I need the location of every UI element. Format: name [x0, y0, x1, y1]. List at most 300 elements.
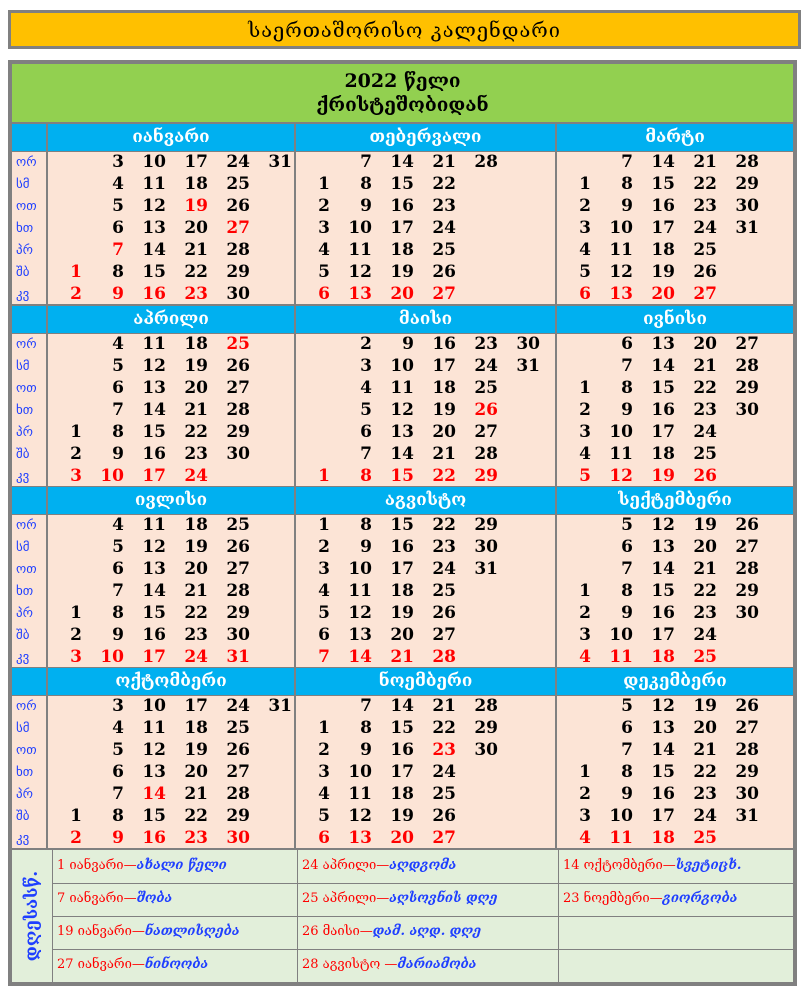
holiday-entry	[57, 891, 172, 907]
holiday-divider	[298, 949, 558, 950]
day-number: 19	[651, 466, 675, 486]
day-number: 9	[360, 740, 372, 760]
holiday-entry	[302, 957, 476, 973]
day-name-label: ორ	[16, 337, 37, 352]
day-number: 2	[360, 334, 372, 354]
day-number: 6	[579, 284, 591, 304]
day-number: 13	[390, 422, 414, 442]
quarter-row	[12, 668, 793, 848]
day-number: 24	[226, 696, 250, 716]
day-number: 22	[432, 174, 456, 194]
month-header: მაისი	[296, 306, 555, 333]
month-header: დეკემბერი	[557, 668, 793, 695]
day-number: 14	[348, 647, 372, 667]
day-number: 25	[693, 828, 717, 848]
holiday-date: 19 იანვარი—	[57, 924, 145, 939]
month-body	[48, 515, 294, 667]
holiday-column-divider	[558, 850, 559, 982]
day-number: 5	[621, 696, 633, 716]
day-number: 22	[693, 762, 717, 782]
day-number: 27	[474, 422, 498, 442]
day-name-label: სმ	[16, 359, 30, 374]
day-number: 20	[184, 559, 208, 579]
day-number: 27	[226, 559, 250, 579]
day-number: 24	[432, 559, 456, 579]
day-number: 25	[226, 515, 250, 535]
day-number: 31	[268, 152, 292, 172]
day-number: 17	[651, 806, 675, 826]
day-number: 10	[348, 762, 372, 782]
day-number: 25	[432, 581, 456, 601]
holiday-divider	[53, 949, 297, 950]
day-name-label: სმ	[16, 721, 30, 736]
holiday-date: 26 მაისი—	[302, 924, 373, 939]
day-number: 26	[226, 356, 250, 376]
day-name-column	[12, 696, 46, 848]
day-number: 3	[318, 559, 330, 579]
holiday-date: 7 იანვარი—	[57, 891, 137, 906]
day-number: 27	[432, 828, 456, 848]
day-number: 15	[390, 718, 414, 738]
month-header: ივლისი	[48, 487, 294, 514]
day-number: 5	[579, 466, 591, 486]
day-number: 17	[142, 647, 166, 667]
day-number: 28	[735, 740, 759, 760]
day-number: 14	[651, 152, 675, 172]
day-number: 15	[142, 806, 166, 826]
day-name-label: შბ	[16, 265, 30, 280]
holiday-date: 23 ნოემბერი—	[563, 891, 663, 906]
day-number: 2	[579, 603, 591, 623]
month-body	[296, 696, 555, 848]
day-number: 27	[432, 284, 456, 304]
day-number: 13	[651, 537, 675, 557]
day-number: 31	[735, 806, 759, 826]
day-number: 26	[474, 400, 498, 420]
month-body	[48, 152, 294, 304]
holiday-date: 28 აგვისტო —	[302, 957, 398, 972]
day-number: 2	[579, 784, 591, 804]
day-number: 24	[432, 762, 456, 782]
day-number: 4	[112, 718, 124, 738]
day-number: 11	[142, 334, 166, 354]
day-number: 16	[651, 400, 675, 420]
corner-cell	[12, 124, 46, 151]
day-number: 14	[390, 696, 414, 716]
day-number: 6	[112, 559, 124, 579]
day-number: 2	[579, 196, 591, 216]
day-number: 31	[474, 559, 498, 579]
day-name-label: შბ	[16, 809, 30, 824]
day-number: 28	[735, 559, 759, 579]
day-number: 2	[318, 537, 330, 557]
month-body	[557, 152, 793, 304]
day-number: 12	[651, 515, 675, 535]
day-number: 9	[112, 625, 124, 645]
day-number: 1	[70, 603, 82, 623]
day-name-label: ოთ	[16, 199, 37, 214]
holiday-divider	[559, 883, 793, 884]
day-number: 29	[226, 806, 250, 826]
day-number: 20	[184, 762, 208, 782]
holiday-column-divider	[297, 850, 298, 982]
day-number: 5	[360, 400, 372, 420]
holiday-divider	[53, 916, 297, 917]
day-number: 22	[693, 174, 717, 194]
day-number: 28	[474, 444, 498, 464]
day-name-column	[12, 152, 46, 304]
month-header: იანვარი	[48, 124, 294, 151]
day-number: 11	[142, 174, 166, 194]
day-number: 15	[390, 515, 414, 535]
day-name-label: ხთ	[16, 584, 34, 599]
day-number: 2	[318, 740, 330, 760]
day-number: 30	[735, 196, 759, 216]
day-number: 20	[390, 625, 414, 645]
day-number: 18	[184, 515, 208, 535]
day-number: 8	[112, 262, 124, 282]
day-number: 24	[184, 647, 208, 667]
day-name-label: კვ	[16, 831, 30, 846]
day-number: 24	[693, 806, 717, 826]
day-number: 30	[735, 784, 759, 804]
day-number: 28	[735, 152, 759, 172]
day-number: 16	[390, 196, 414, 216]
day-number: 26	[432, 262, 456, 282]
era-line: ქრისტეშობიდან	[316, 94, 489, 116]
day-number: 25	[432, 784, 456, 804]
day-number: 30	[226, 284, 250, 304]
day-number: 30	[735, 603, 759, 623]
day-number: 6	[112, 218, 124, 238]
month-body	[48, 334, 294, 486]
holiday-entry	[57, 924, 240, 940]
day-number: 17	[184, 152, 208, 172]
day-name-label: სმ	[16, 177, 30, 192]
day-number: 17	[390, 762, 414, 782]
day-number: 12	[651, 696, 675, 716]
holidays-title-cell	[12, 850, 53, 982]
day-number: 2	[70, 284, 82, 304]
day-number: 22	[432, 718, 456, 738]
day-name-label: კვ	[16, 469, 30, 484]
day-name-label: პრ	[16, 606, 33, 621]
day-number: 8	[112, 422, 124, 442]
day-number: 19	[184, 537, 208, 557]
day-number: 8	[360, 718, 372, 738]
day-number: 30	[516, 334, 540, 354]
day-number: 29	[226, 422, 250, 442]
day-number: 16	[651, 603, 675, 623]
holiday-divider	[559, 949, 793, 950]
day-number: 3	[112, 152, 124, 172]
day-number: 2	[318, 196, 330, 216]
day-number: 12	[609, 466, 633, 486]
day-number: 23	[184, 625, 208, 645]
day-number: 26	[432, 603, 456, 623]
day-number: 27	[432, 625, 456, 645]
day-number: 18	[651, 240, 675, 260]
day-number: 10	[348, 218, 372, 238]
day-number: 31	[516, 356, 540, 376]
day-number: 1	[318, 515, 330, 535]
day-number: 22	[693, 581, 717, 601]
day-number: 12	[390, 400, 414, 420]
day-number: 14	[651, 356, 675, 376]
day-number: 19	[390, 262, 414, 282]
day-number: 26	[693, 262, 717, 282]
day-number: 5	[112, 740, 124, 760]
day-number: 22	[184, 422, 208, 442]
day-name-label: ოთ	[16, 743, 37, 758]
day-number: 28	[226, 240, 250, 260]
corner-cell	[12, 306, 46, 333]
day-number: 11	[348, 581, 372, 601]
day-number: 25	[693, 647, 717, 667]
day-number: 20	[651, 284, 675, 304]
day-number: 24	[474, 356, 498, 376]
day-number: 4	[579, 240, 591, 260]
day-number: 9	[360, 537, 372, 557]
day-number: 11	[609, 444, 633, 464]
day-number: 9	[112, 284, 124, 304]
day-number: 22	[184, 603, 208, 623]
day-number: 23	[693, 784, 717, 804]
day-number: 23	[432, 740, 456, 760]
day-number: 13	[142, 378, 166, 398]
month-body	[557, 696, 793, 848]
month-header: ნოემბერი	[296, 668, 555, 695]
day-number: 29	[474, 466, 498, 486]
day-number: 27	[226, 218, 250, 238]
day-number: 12	[348, 262, 372, 282]
day-number: 4	[318, 581, 330, 601]
day-number: 7	[621, 152, 633, 172]
day-number: 15	[142, 603, 166, 623]
day-number: 15	[390, 174, 414, 194]
day-number: 18	[651, 828, 675, 848]
day-number: 5	[579, 262, 591, 282]
day-number: 13	[348, 284, 372, 304]
day-number: 20	[184, 218, 208, 238]
day-number: 18	[184, 718, 208, 738]
day-number: 16	[432, 334, 456, 354]
day-number: 17	[142, 466, 166, 486]
holiday-name: დამ. აღდ. დღე	[372, 924, 482, 939]
day-number: 13	[348, 828, 372, 848]
holiday-name: აღსოვნის დღე	[389, 891, 498, 906]
month-header: ივნისი	[557, 306, 793, 333]
holiday-name: სვეტიცხ.	[675, 858, 742, 873]
day-number: 22	[432, 466, 456, 486]
holidays-panel	[12, 850, 793, 982]
day-number: 16	[390, 740, 414, 760]
day-number: 11	[609, 240, 633, 260]
holiday-divider	[53, 883, 297, 884]
day-number: 1	[579, 581, 591, 601]
day-number: 26	[735, 696, 759, 716]
day-number: 14	[390, 444, 414, 464]
day-number: 28	[474, 152, 498, 172]
day-number: 16	[651, 196, 675, 216]
day-number: 31	[735, 218, 759, 238]
day-number: 10	[609, 422, 633, 442]
day-number: 12	[142, 196, 166, 216]
day-number: 18	[390, 240, 414, 260]
day-number: 7	[360, 152, 372, 172]
day-number: 12	[142, 740, 166, 760]
day-number: 8	[360, 174, 372, 194]
day-number: 28	[432, 647, 456, 667]
day-number: 20	[693, 718, 717, 738]
day-number: 23	[184, 444, 208, 464]
day-number: 3	[318, 762, 330, 782]
day-number: 22	[184, 262, 208, 282]
day-number: 29	[226, 262, 250, 282]
day-number: 12	[348, 603, 372, 623]
day-number: 2	[70, 828, 82, 848]
holiday-name: ნინოობა	[144, 957, 209, 972]
year-line: 2022 წელი	[344, 70, 461, 92]
day-number: 16	[390, 537, 414, 557]
day-number: 5	[112, 537, 124, 557]
holiday-date: 14 ოქტომბერი—	[563, 858, 676, 873]
day-number: 11	[390, 378, 414, 398]
day-number: 10	[142, 696, 166, 716]
day-number: 3	[579, 806, 591, 826]
day-number: 11	[142, 718, 166, 738]
day-number: 11	[142, 515, 166, 535]
day-number: 23	[693, 196, 717, 216]
day-number: 13	[609, 284, 633, 304]
day-number: 19	[184, 740, 208, 760]
holiday-name: ნათლისღება	[144, 924, 240, 939]
day-number: 21	[432, 696, 456, 716]
day-number: 27	[735, 718, 759, 738]
day-number: 19	[432, 400, 456, 420]
corner-cell	[12, 668, 46, 695]
day-number: 23	[184, 828, 208, 848]
day-number: 13	[142, 218, 166, 238]
day-name-label: ორ	[16, 155, 37, 170]
day-number: 7	[621, 559, 633, 579]
day-number: 23	[432, 196, 456, 216]
day-number: 21	[390, 647, 414, 667]
day-number: 21	[693, 559, 717, 579]
day-number: 23	[474, 334, 498, 354]
holiday-date: 1 იანვარი—	[57, 858, 137, 873]
day-number: 18	[184, 334, 208, 354]
day-number: 11	[609, 828, 633, 848]
day-number: 20	[184, 378, 208, 398]
day-number: 30	[735, 400, 759, 420]
holiday-divider	[559, 916, 793, 917]
day-number: 6	[318, 625, 330, 645]
day-number: 3	[318, 218, 330, 238]
day-number: 19	[184, 356, 208, 376]
day-number: 29	[735, 762, 759, 782]
day-number: 21	[184, 581, 208, 601]
day-name-column	[12, 334, 46, 486]
day-number: 9	[112, 444, 124, 464]
day-number: 6	[621, 718, 633, 738]
month-header: თებერვალი	[296, 124, 555, 151]
month-body	[557, 515, 793, 667]
day-number: 21	[693, 152, 717, 172]
day-number: 8	[112, 603, 124, 623]
day-number: 28	[226, 400, 250, 420]
day-number: 4	[579, 828, 591, 848]
day-number: 28	[226, 784, 250, 804]
day-number: 9	[360, 196, 372, 216]
day-name-label: სმ	[16, 540, 30, 555]
day-number: 24	[432, 218, 456, 238]
day-number: 2	[579, 400, 591, 420]
day-number: 2	[70, 625, 82, 645]
day-number: 5	[318, 262, 330, 282]
day-number: 3	[112, 696, 124, 716]
day-name-label: პრ	[16, 425, 33, 440]
holiday-entry	[302, 858, 456, 874]
day-number: 19	[390, 806, 414, 826]
day-number: 23	[432, 537, 456, 557]
day-number: 11	[348, 784, 372, 804]
day-number: 29	[735, 581, 759, 601]
day-number: 19	[651, 262, 675, 282]
day-number: 4	[579, 647, 591, 667]
day-number: 17	[390, 218, 414, 238]
day-number: 23	[693, 603, 717, 623]
day-number: 9	[621, 784, 633, 804]
day-number: 30	[226, 444, 250, 464]
day-number: 26	[432, 806, 456, 826]
day-name-label: შბ	[16, 628, 30, 643]
holiday-divider	[298, 883, 558, 884]
day-number: 29	[735, 174, 759, 194]
day-number: 1	[318, 718, 330, 738]
day-number: 15	[651, 174, 675, 194]
day-number: 25	[226, 174, 250, 194]
day-number: 6	[360, 422, 372, 442]
day-number: 27	[226, 762, 250, 782]
holiday-entry	[302, 891, 497, 907]
day-number: 28	[226, 581, 250, 601]
month-header: აგვისტო	[296, 487, 555, 514]
day-number: 20	[390, 828, 414, 848]
day-number: 30	[474, 537, 498, 557]
day-number: 11	[348, 240, 372, 260]
day-number: 9	[402, 334, 414, 354]
day-number: 16	[142, 284, 166, 304]
day-number: 27	[735, 537, 759, 557]
day-number: 27	[735, 334, 759, 354]
day-number: 30	[474, 740, 498, 760]
day-number: 1	[70, 806, 82, 826]
month-body	[48, 696, 294, 848]
day-number: 10	[100, 647, 124, 667]
day-number: 21	[184, 240, 208, 260]
day-number: 14	[142, 581, 166, 601]
day-number: 6	[621, 537, 633, 557]
holiday-entry	[563, 858, 741, 874]
day-number: 26	[226, 537, 250, 557]
day-number: 14	[651, 559, 675, 579]
day-number: 24	[693, 625, 717, 645]
day-number: 8	[621, 762, 633, 782]
day-number: 10	[609, 218, 633, 238]
day-number: 29	[474, 718, 498, 738]
day-number: 19	[390, 603, 414, 623]
